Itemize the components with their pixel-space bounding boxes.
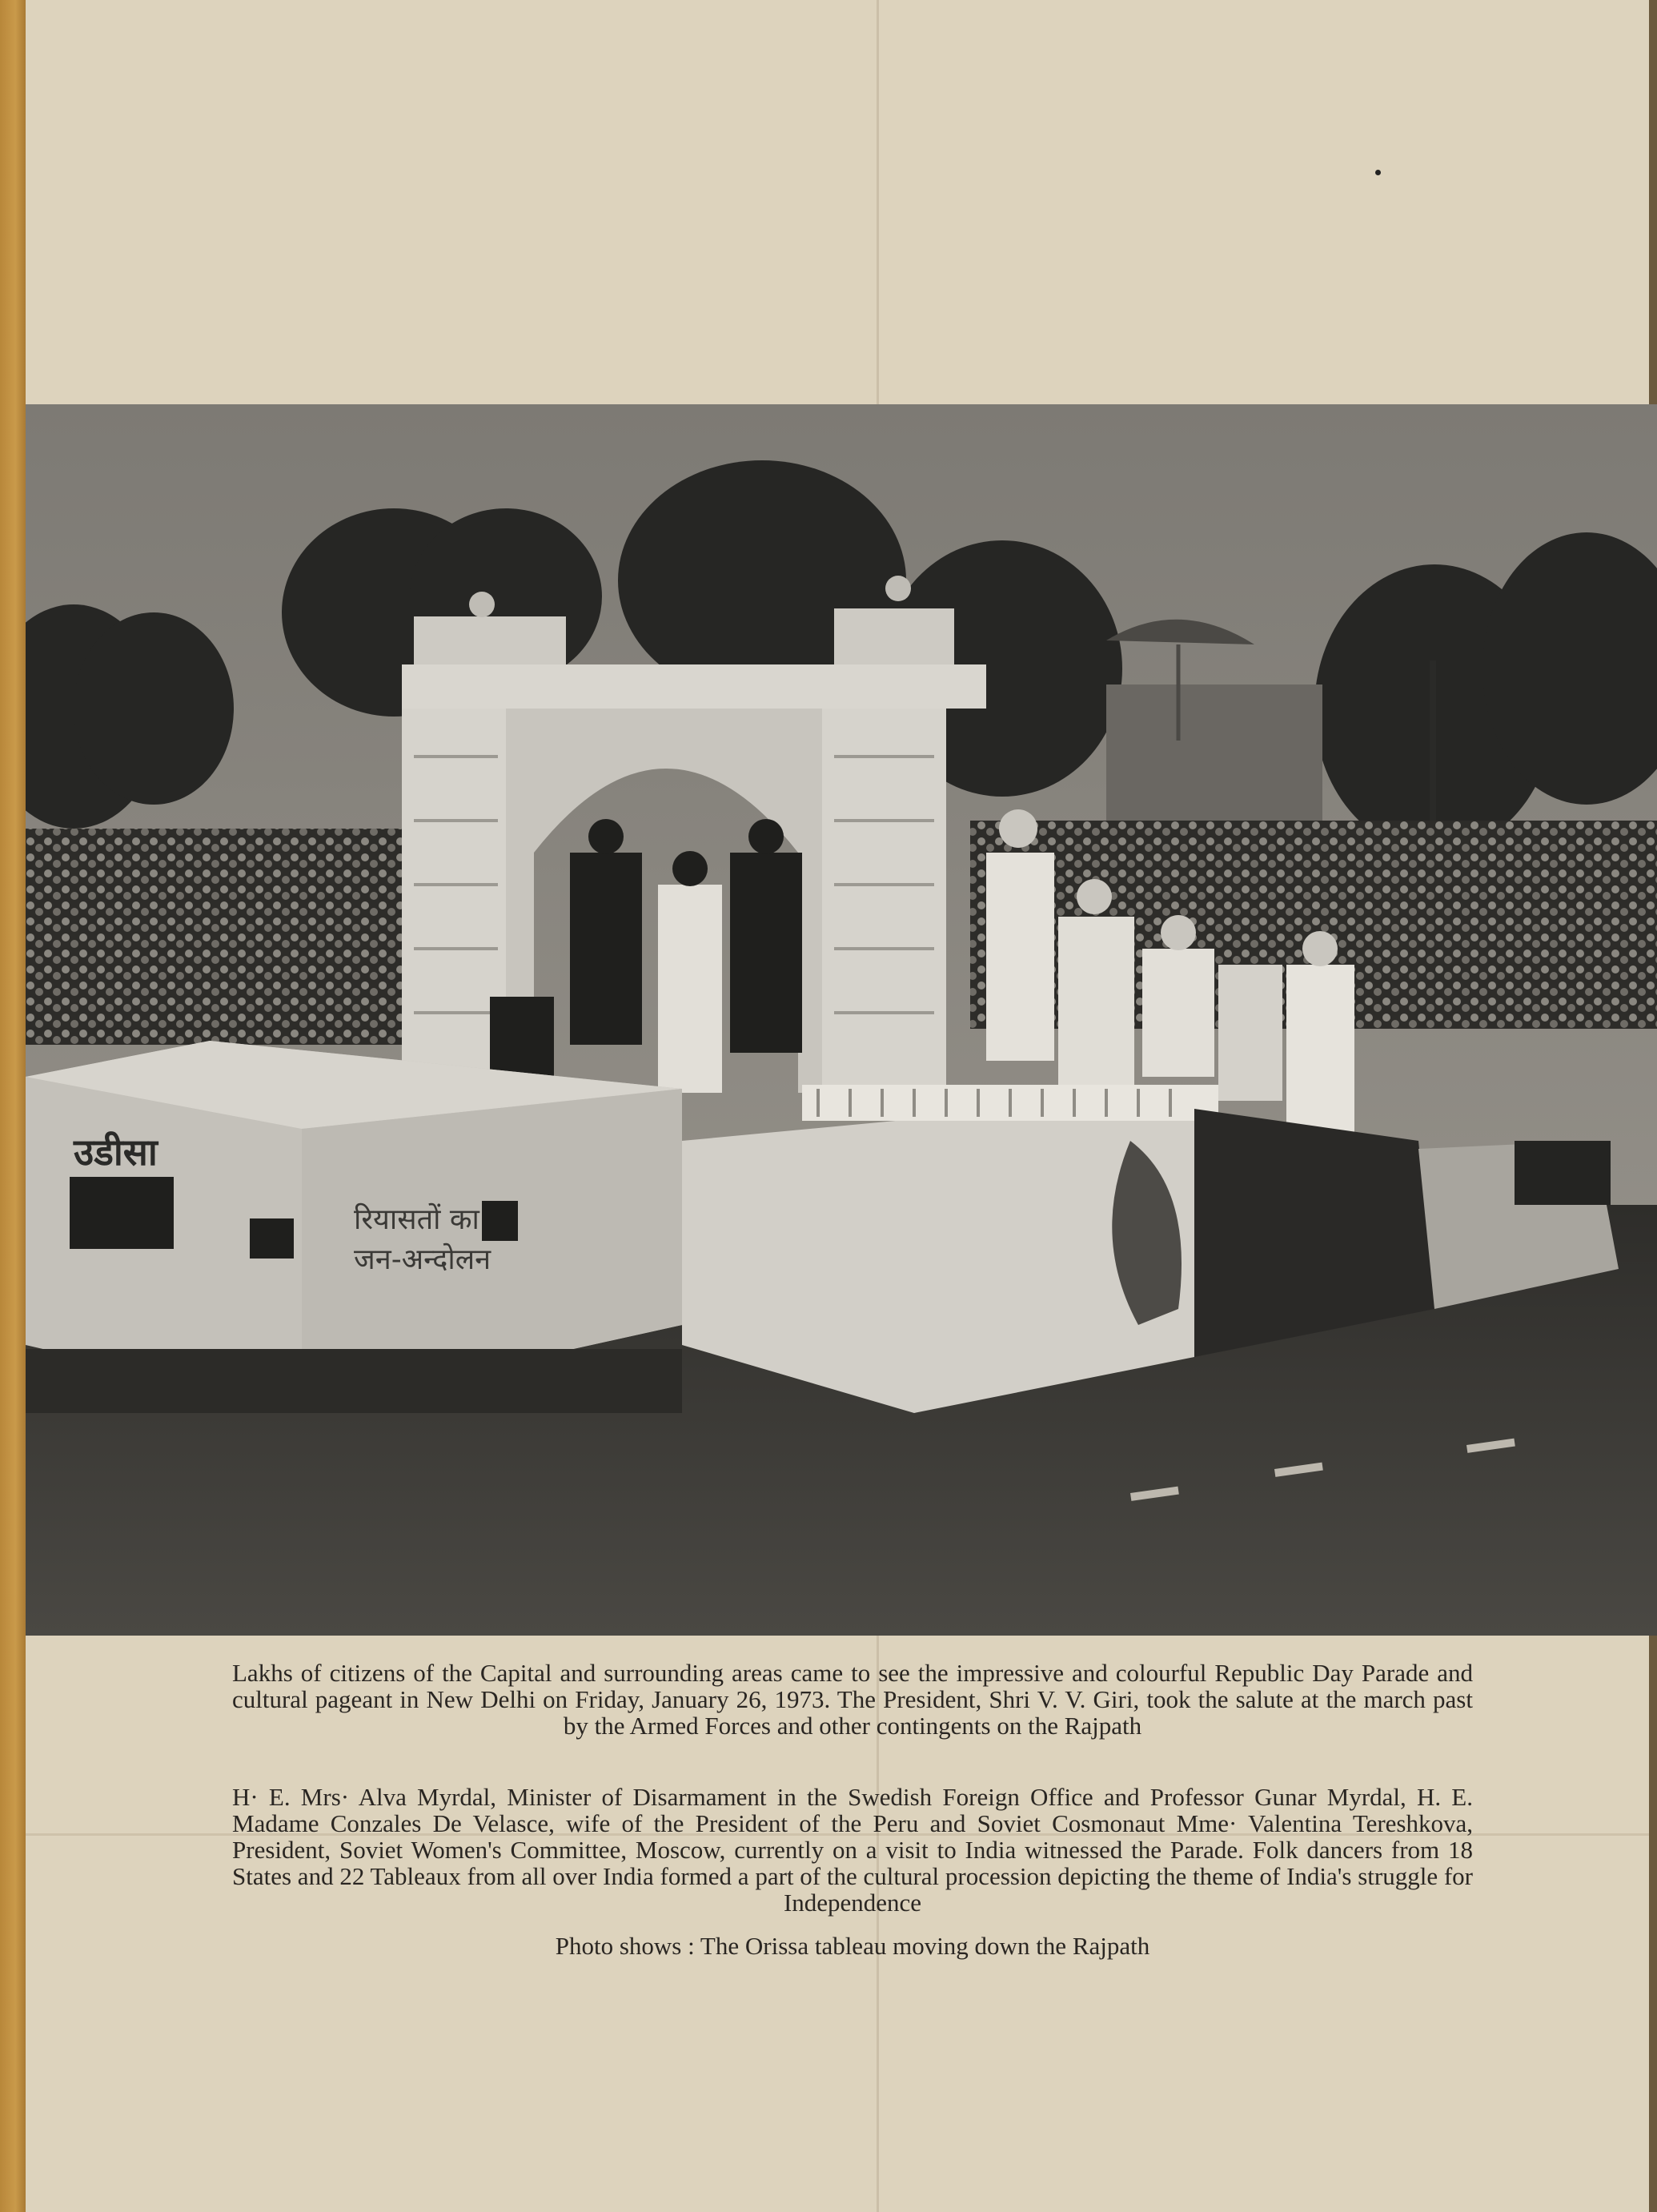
tableau-photo <box>26 404 1657 1636</box>
caption-paragraph-2: H· E. Mrs· Alva Myrdal, Minister of Disarmament in the Swedish Foreign Office and Professor Gunar Myrdal, H. E. Madame Conzales De Velasce, wife of the President of the Peru and Soviet Cosmonaut Mme· Valentina Tereshkova, President, Soviet Women's Committee, Moscow, currently on a visit to India witnessed the Parade. Folk dancers from 18 States and 22 Tableaux from all over India formed a part of the cultural procession depicting the theme of India's struggle for Independence <box>232 1783 1473 1917</box>
tableau-photo-illustration <box>26 404 1657 1636</box>
caption-photo-note: Photo shows : The Orissa tableau moving down the Rajpath <box>555 1932 1150 1960</box>
sign-slogan-line2: जन-अन्दोलन <box>354 1243 491 1276</box>
ink-speck <box>1375 170 1381 175</box>
crowd-left <box>26 829 402 1045</box>
sign-slogan-line1: रियासतों का <box>354 1203 479 1236</box>
paper-edge <box>0 0 26 2212</box>
sign-state-name: उडीसा <box>74 1130 158 1174</box>
caption-paragraph-1: Lakhs of citizens of the Capital and surrounding areas came to see the impressive and colourful Republic Day Parade and cultural pageant in New Delhi on Friday, January 26, 1973. The President, Shri V. V. Giri, took the salute at the march past by the Armed Forces and other contingents on the Rajpath <box>232 1659 1473 1740</box>
